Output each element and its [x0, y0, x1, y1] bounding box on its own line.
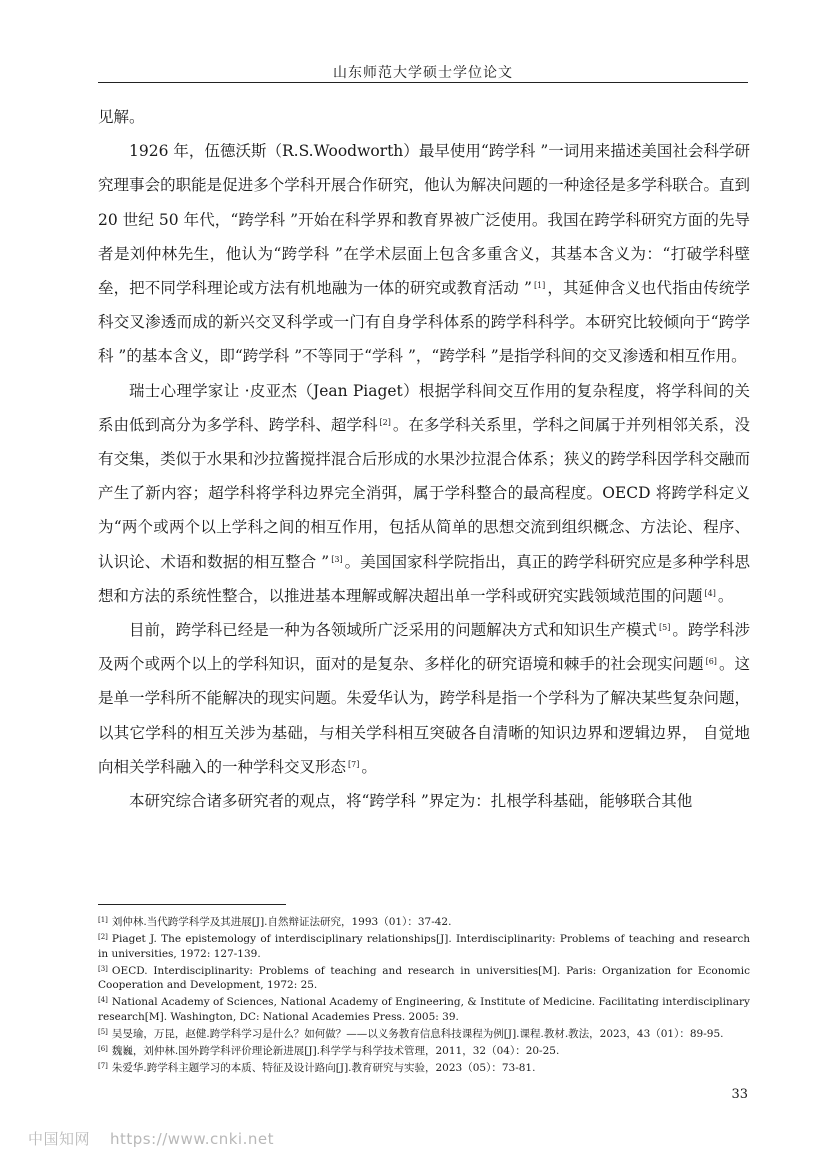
footnote-7: [98, 1059, 750, 1076]
cnki-watermark: [28, 1128, 274, 1149]
citation-ref-7[interactable]: [7]: [348, 759, 360, 769]
paragraph-text: 。: [361, 757, 377, 776]
paragraph-4: [98, 613, 750, 784]
paragraph-text: 。美国国家科学院指出，真正的跨学科研究应是多种学科思想和方法的系统性整合，以推进基本理解或解决超出单一学科或研究实践领域范围的问题: [98, 552, 750, 605]
paragraph-text: 见解。: [98, 108, 145, 126]
paragraph-text: 。这是单一学科所不能解决的现实问题。朱爱华认为，跨学科是指一个学科为了解决某些复杂问题，以其它学科的相互关涉为基础，与相关学科相互突破各自清晰的知识边界和逻辑边界， 自觉地向相关学科融入的一种学科交叉形态: [98, 655, 750, 776]
paragraph-2: [98, 134, 750, 373]
footnote-rule: [98, 904, 286, 905]
watermark-url: https://www.cnki.net: [110, 1130, 274, 1148]
footnote-number: [1]: [98, 916, 108, 924]
paragraph-1: [98, 100, 750, 134]
citation-ref-5[interactable]: [5]: [658, 623, 671, 633]
paragraph-text: 。在多学科关系里，学科之间属于并列相邻关系，没有交集，类似于水果和沙拉酱搅拌混合后形成的水果沙拉混合体系；狭义的跨学科因学科交融而产生了新内容；超学科将学科边界完全消弭，属于学科整合的最高程度。OECD 将跨学科定义为“两个或两个以上学科之间的相互作用，包括从简单的思想交流到组织概念、方法论、程序、认识论、术语和数据的相互整合 ”: [98, 415, 750, 571]
citation-ref-3[interactable]: [3]: [331, 554, 343, 564]
footnote-number: [5]: [98, 1028, 108, 1037]
footnote-text: 朱爱华.跨学科主题学习的本质、特征及设计路向[J].教育研究与实验，2023（05）：73-81.: [111, 1062, 536, 1075]
footnote-2: [98, 930, 750, 961]
paragraph-text: 瑞士心理学家让 ·皮亚杰（Jean Piaget）根据学科间交互作用的复杂程度，将学科间的关系由低到高分为多学科、跨学科、超学科: [98, 381, 750, 434]
footnote-text: 魏巍，刘仲林.国外跨学科评价理论新进展[J].科学学与科学技术管理，2011，32（04）：20-25.: [111, 1045, 560, 1058]
citation-ref-4[interactable]: [4]: [704, 588, 716, 598]
citation-ref-2[interactable]: [2]: [379, 417, 391, 427]
footnote-5: [98, 1025, 750, 1042]
paragraph-3: [98, 374, 750, 613]
footnote-text: OECD. Interdisciplinarity: Problems of teaching and research in universities[M]. Paris: Organization for Economic Cooperation and Development, 1972: 25.: [98, 964, 750, 992]
watermark-brand: 中国知网: [28, 1130, 91, 1148]
footnote-4: [98, 993, 750, 1024]
footnote-number: [2]: [98, 933, 108, 942]
paragraph-text: 目前，跨学科已经是一种为各领域所广泛采用的问题解决方式和知识生产模式: [129, 621, 657, 640]
paragraph-text: 。: [717, 586, 734, 605]
footnote-6: [98, 1042, 750, 1059]
footnote-1: [98, 913, 750, 930]
footnote-text: 吴旻瑜，万昆，赵健.跨学科学习是什么？如何做？——以义务教育信息科技课程为例[J].课程.教材.教法，2023，43（01）：89-95.: [111, 1028, 724, 1041]
footnote-text: 刘仲林.当代跨学科学及其进展[J].自然辩证法研究，1993（01）：37-42.: [111, 916, 452, 928]
footnote-number: [4]: [98, 996, 108, 1005]
citation-ref-6[interactable]: [6]: [705, 657, 717, 667]
footnote-number: [6]: [98, 1045, 108, 1054]
footnotes: [98, 913, 750, 1076]
body-text: [98, 100, 750, 818]
footnote-number: [3]: [98, 964, 108, 973]
footnote-number: [7]: [98, 1062, 108, 1071]
paragraph-text: ，其延伸含义也代指由传统学科交叉渗透而成的新兴交叉科学或一门有自身学科体系的跨学科科学。本研究比较倾向于“跨学科 ”的基本含义，即“跨学科 ”不等同于“学科 ”，“跨学科 ”是指学科间的交叉渗透和相互作用。: [98, 279, 750, 366]
paragraph-text: 本研究综合诸多研究者的观点，将“跨学科 ”界定为：扎根学科基础，能够联合其他: [129, 792, 693, 811]
running-header: 山东师范大学硕士学位论文: [333, 65, 513, 81]
citation-ref-1[interactable]: [1]: [533, 281, 546, 291]
header-rule: [98, 82, 748, 83]
footnote-text: Piaget J. The epistemology of interdisciplinary relationships[J]. Interdisciplinarity: Problems of teaching and research in universities, 1972: 127-139.: [98, 933, 750, 960]
paragraph-5: [98, 784, 750, 818]
footnote-3: [98, 962, 750, 993]
paragraph-text: 。跨学科涉及两个或两个以上的学科知识，面对的是复杂、多样化的研究语境和棘手的社会现实问题: [98, 621, 750, 674]
footnote-text: National Academy of Sciences, National Academy of Engineering, & Institute of Medicine. Facilitating interdisciplinary research[M]. Washington, DC: National Academies Press. 2005: 39.: [98, 996, 750, 1024]
paragraph-text: 1926 年，伍德沃斯（R.S.Woodworth）最早使用“跨学科 ”一词用来描述美国社会科学研究理事会的职能是促进多个学科开展合作研究，他认为解决问题的一种途径是多学科联合。直到 20 世纪 50 年代，“跨学科 ”开始在科学界和教育界被广泛使用。我国在跨学科研究方面的先导者是刘仲林先生，他认为“跨学科 ”在学术层面上包含多重含义，其基本含义为：“打破学科壁垒，把不同学科理论或方法有机地融为一体的研究或教育活动 ”: [98, 142, 750, 298]
page-number: 33: [731, 1087, 748, 1102]
